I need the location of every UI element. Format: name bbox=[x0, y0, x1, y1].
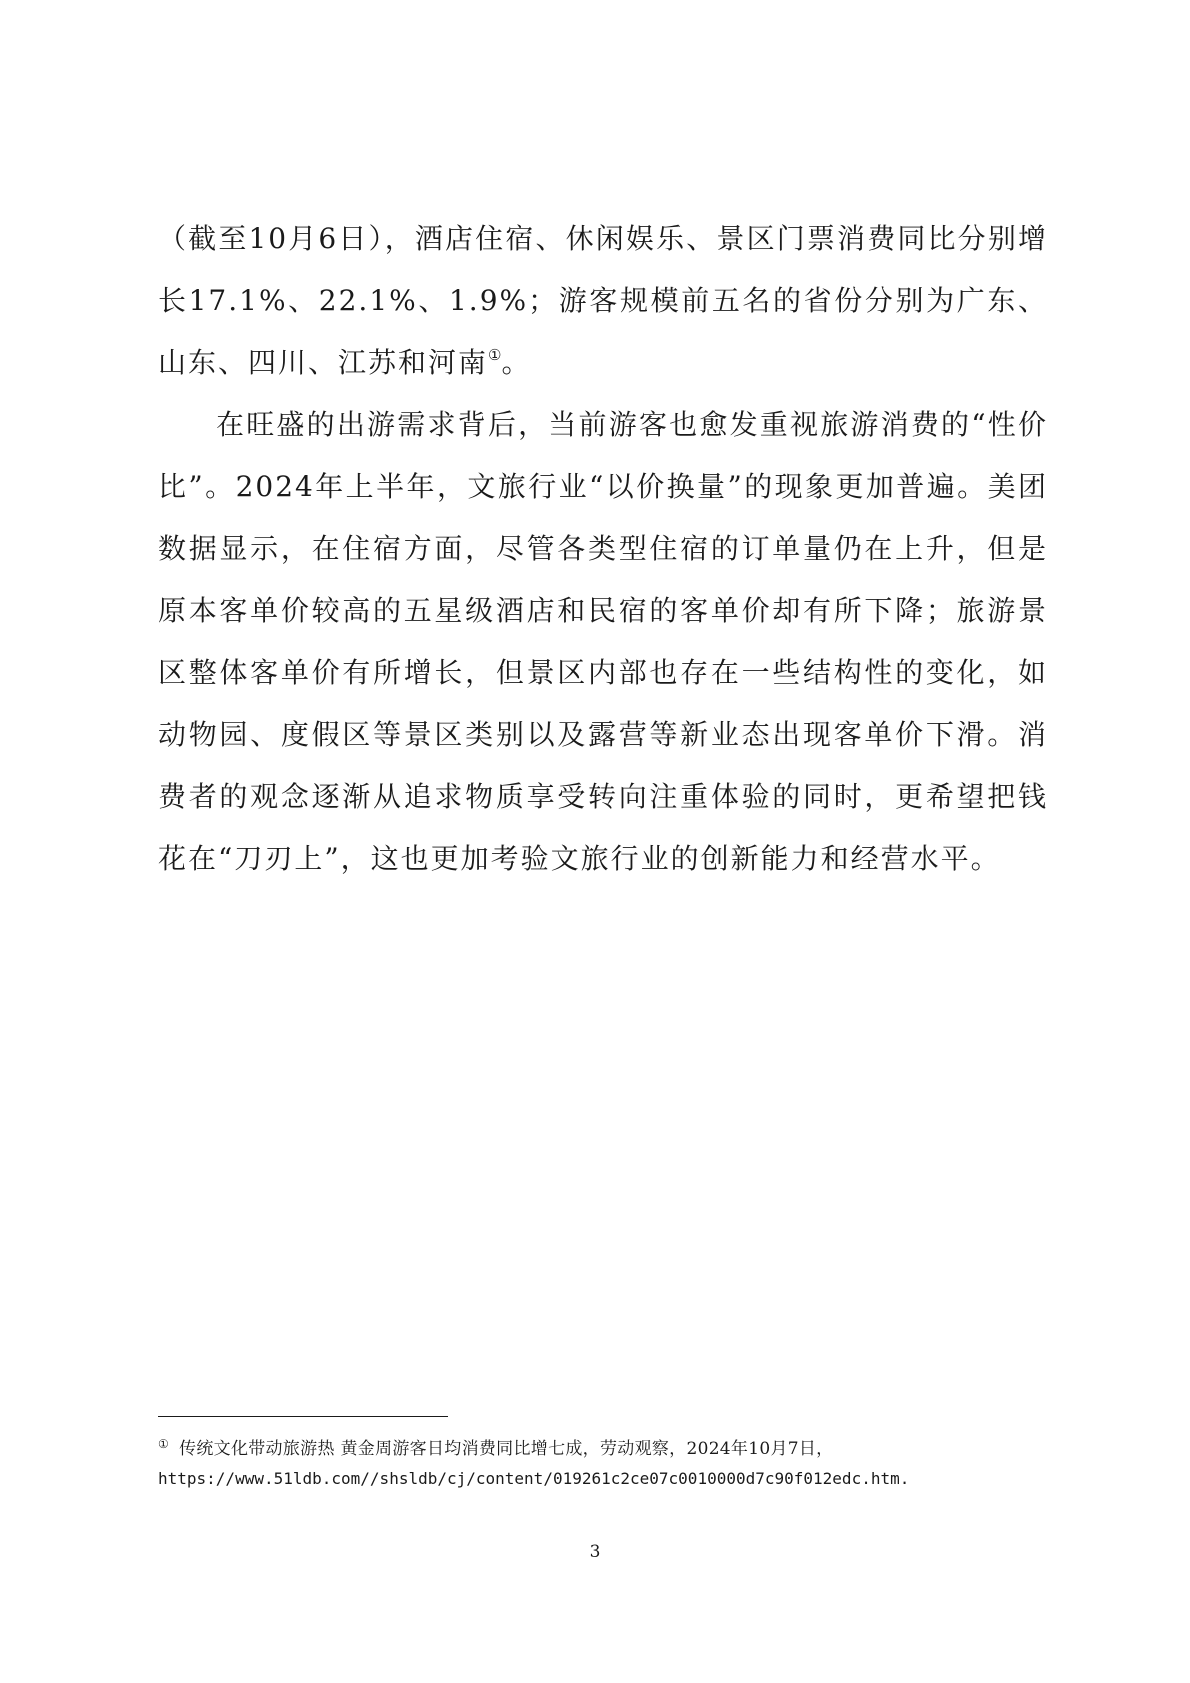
paragraph-1-end: 。 bbox=[501, 346, 532, 379]
footnote-text: 传统文化带动旅游热 黄金周游客日均消费同比增七成，劳动观察，2024年10月7日， bbox=[179, 1439, 834, 1459]
footnote bbox=[158, 1430, 1048, 1494]
footnote-reference[interactable]: ① bbox=[488, 346, 502, 364]
page-number: 3 bbox=[589, 1542, 601, 1562]
paragraph-1 bbox=[158, 208, 1048, 394]
footnote-url[interactable]: https://www.51ldb.com//shsldb/cj/content/019261c2ce07c0010000d7c90f012edc.htm. bbox=[158, 1469, 910, 1488]
footnote-line-2 bbox=[158, 1464, 1048, 1494]
footnote-mark: ① bbox=[158, 1437, 170, 1451]
footnote-divider bbox=[158, 1416, 448, 1417]
body-text bbox=[158, 208, 1048, 890]
footnote-line-1 bbox=[158, 1430, 1048, 1464]
paragraph-2: 在旺盛的出游需求背后，当前游客也愈发重视旅游消费的“性价比”。2024年上半年，文旅行业“以价换量”的现象更加普遍。美团数据显示，在住宿方面，尽管各类型住宿的订单量仍在上升，但是原本客单价较高的五星级酒店和民宿的客单价却有所下降；旅游景区整体客单价有所增长，但景区内部也存在一些结构性的变化，如动物园、度假区等景区类别以及露营等新业态出现客单价下滑。消费者的观念逐渐从追求物质享受转向注重体验的同时，更希望把钱花在“刀刃上”，这也更加考验文旅行业的创新能力和经营水平。 bbox=[158, 408, 1048, 875]
paragraph-1-text: （截至10月6日），酒店住宿、休闲娱乐、景区门票消费同比分别增长17.1%、22.1%、1.9%；游客规模前五名的省份分别为广东、山东、四川、江苏和河南 bbox=[158, 222, 1048, 379]
